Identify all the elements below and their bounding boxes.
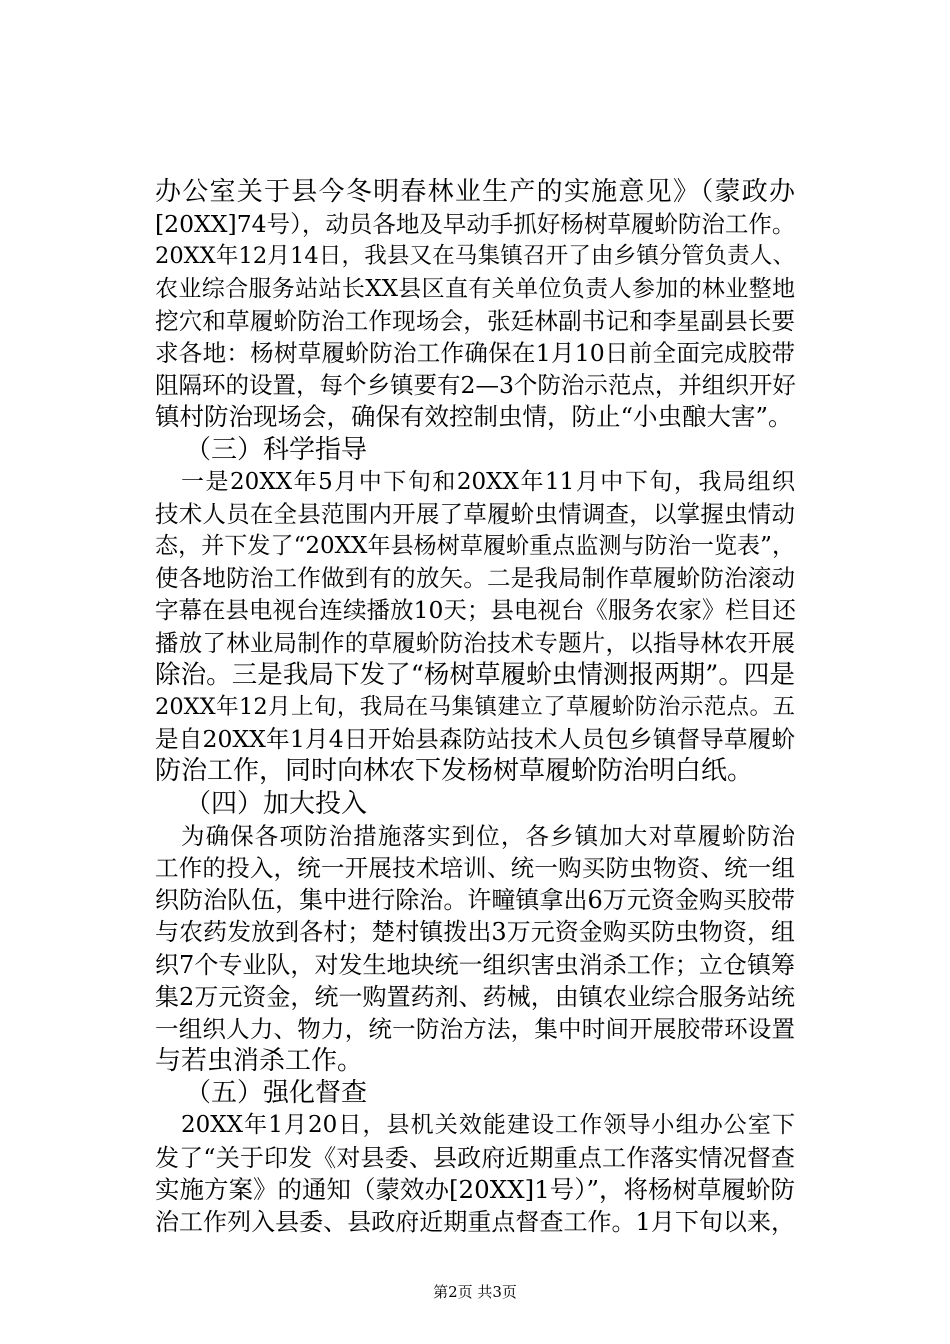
text-line: 发了“关于印发《对县委、县政府近期重点工作落实情况督查 bbox=[155, 1143, 795, 1172]
text-line: 为确保各项防治措施落实到位，各乡镇加大对草履蚧防治 bbox=[181, 821, 795, 850]
text-line: 实施方案》的通知（蒙效办[20XX]1号）”，将杨树草履蚧防 bbox=[155, 1174, 796, 1204]
text-line: 集2万元资金，统一购置药剂、药械，由镇农业综合服务站统 bbox=[155, 982, 795, 1011]
text-line: 20XX年12月14日，我县又在马集镇召开了由乡镇分管负责人、 bbox=[155, 243, 795, 270]
text-line: 态，并下发了“20XX年县杨树草履蚧重点监测与防治一览表”， bbox=[155, 533, 795, 560]
text-line: 阻隔环的设置，每个乡镇要有2—3个防治示范点，并组织开好 bbox=[155, 371, 796, 400]
text-line: 20XX年1月20日，县机关效能建设工作领导小组办公室下 bbox=[181, 1112, 795, 1139]
text-line: [20XX]74号），动员各地及早动手抓好杨树草履蚧防治工作。 bbox=[155, 210, 796, 239]
text-line: 镇村防治现场会，确保有效控制虫情，防止“小虫酿大害”。 bbox=[155, 402, 793, 432]
section-heading: （五）强化督查 bbox=[185, 1078, 368, 1109]
text-line: 织防治队伍，集中进行除治。许疃镇拿出6万元资金购买胶带 bbox=[155, 886, 795, 915]
document-body bbox=[155, 176, 795, 1238]
text-line: 一是20XX年5月中下旬和20XX年11月中下旬，我局组织 bbox=[181, 468, 795, 495]
text-line: 挖穴和草履蚧防治工作现场会，张廷林副书记和李星副县长要 bbox=[155, 306, 795, 335]
text-line: 办公室关于县今冬明春林业生产的实施意见》（蒙政办 bbox=[155, 177, 795, 207]
section-heading: （三）科学指导 bbox=[185, 434, 368, 465]
text-line: 防治工作，同时向林农下发杨树草履蚧防治明白纸。 bbox=[155, 756, 754, 787]
text-line: 字幕在县电视台连续播放10天；县电视台《服务农家》栏目还 bbox=[155, 596, 796, 625]
text-line: 工作的投入，统一开展技术培训、统一购买防虫物资、统一组 bbox=[155, 853, 795, 882]
text-line: 求各地：杨树草履蚧防治工作确保在1月10日前全面完成胶带 bbox=[155, 338, 795, 367]
text-line: 技术人员在全县范围内开展了草履蚧虫情调查，以掌握虫情动 bbox=[155, 499, 795, 528]
text-line: 织7个专业队，对发生地块统一组织害虫消杀工作；立仓镇筹 bbox=[155, 950, 795, 979]
text-line: 农业综合服务站站长XX县区直有关单位负责人参加的林业整地 bbox=[155, 275, 795, 302]
text-line: 除治。三是我局下发了“杨树草履蚧虫情测报两期”。四是 bbox=[155, 659, 795, 690]
text-line: 20XX年12月上旬，我局在马集镇建立了草履蚧防治示范点。五 bbox=[155, 694, 795, 720]
text-line: 使各地防治工作做到有的放矢。二是我局制作草履蚧防治滚动 bbox=[155, 564, 795, 593]
section-heading: （四）加大投入 bbox=[185, 788, 368, 819]
text-line: 与农药发放到各村；楚村镇拨出3万元资金购买防虫物资，组 bbox=[155, 918, 795, 947]
text-line: 治工作列入县委、县政府近期重点督查工作。1月下旬以来， bbox=[155, 1208, 795, 1236]
text-line: 播放了林业局制作的草履蚧防治技术专题片，以指导林农开展 bbox=[155, 628, 795, 657]
page-footer: 第2页 共3页 bbox=[433, 1283, 517, 1301]
text-line: 是自20XX年1月4日开始县森防站技术人员包乡镇督导草履蚧 bbox=[155, 725, 795, 754]
text-line: 与若虫消杀工作。 bbox=[155, 1046, 364, 1077]
text-line: 一组织人力、物力，统一防治方法，集中时间开展胶带环设置 bbox=[155, 1014, 795, 1043]
